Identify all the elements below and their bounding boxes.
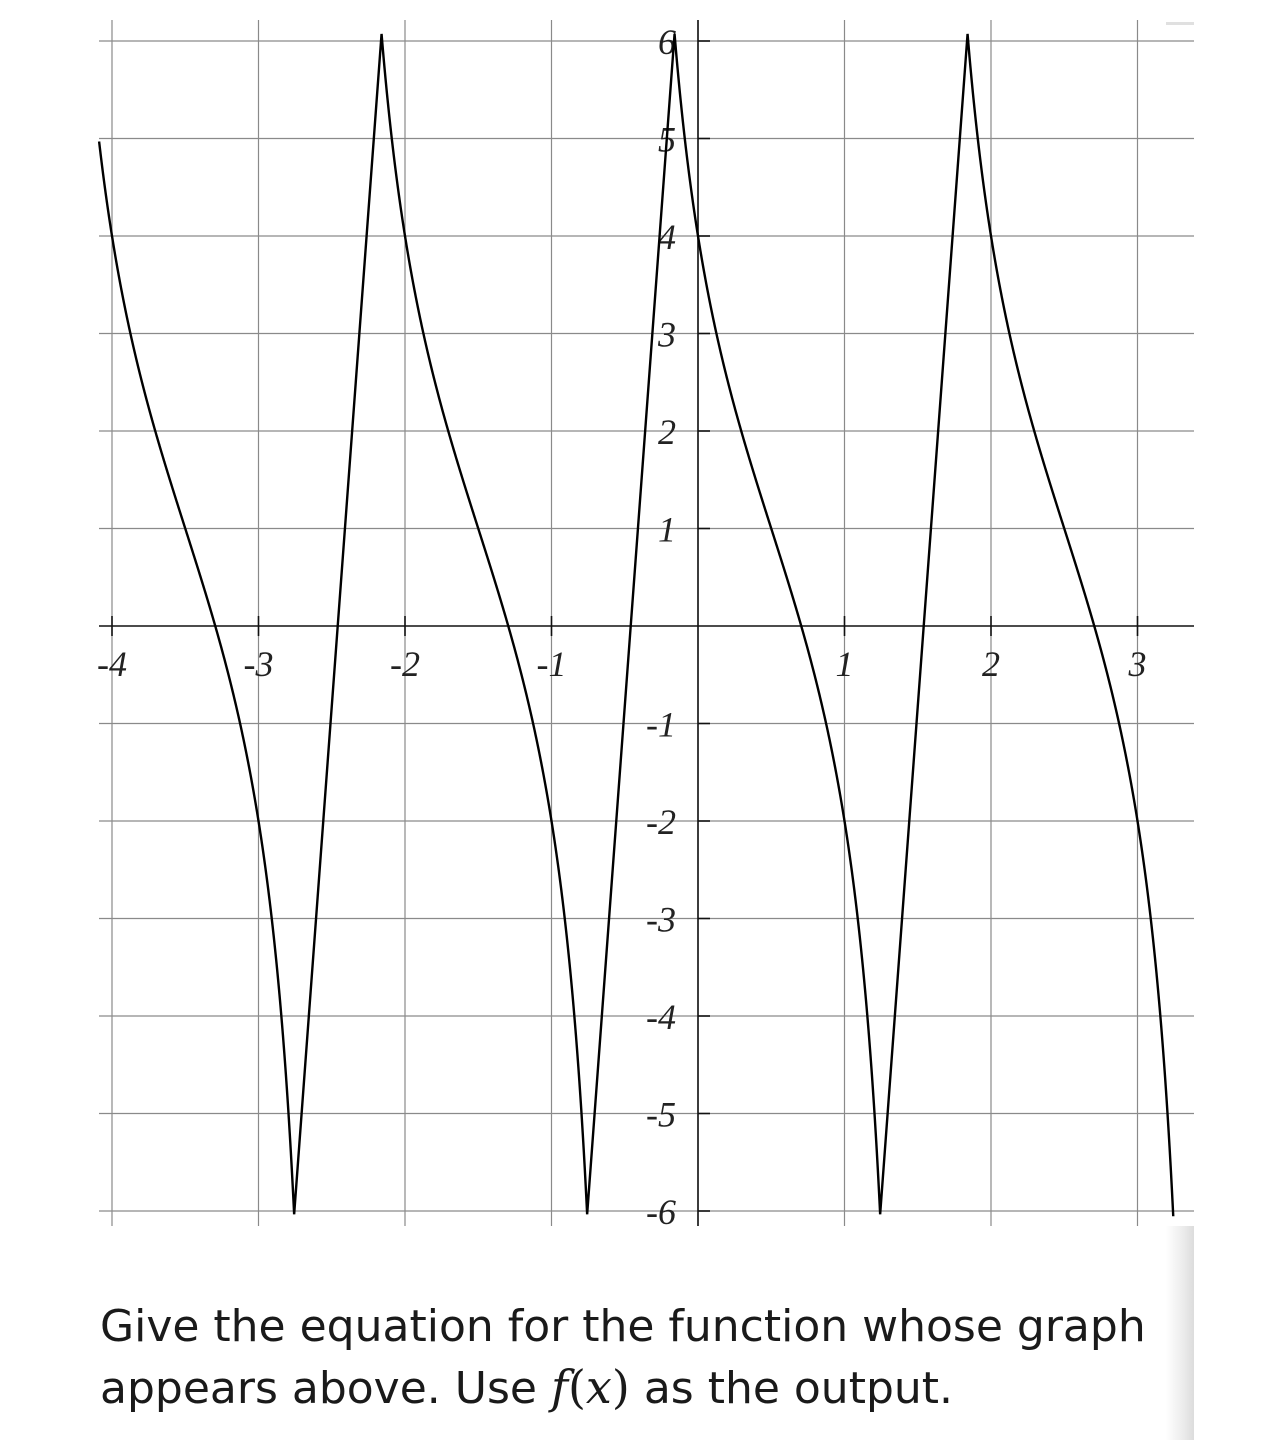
- y-tick-label: 3: [658, 314, 676, 355]
- tick-labels: [97, 22, 1147, 1232]
- question-line-1: Give the equation for the function whose graph: [100, 1301, 1146, 1352]
- y-tick-label: 5: [658, 119, 676, 160]
- x-tick-label: -3: [243, 644, 274, 684]
- scrollbar-top: [1166, 22, 1194, 25]
- y-tick-label: 4: [658, 217, 676, 257]
- curve-branches: [99, 34, 1173, 1216]
- x-tick-label: 2: [982, 644, 1000, 684]
- y-tick-label: -5: [646, 1094, 676, 1135]
- x-tick-label: -2: [390, 644, 420, 684]
- y-tick-label: -6: [646, 1192, 676, 1232]
- y-tick-label: -1: [646, 704, 676, 745]
- y-tick-label: -4: [646, 997, 676, 1037]
- x-tick-label: 1: [835, 644, 854, 684]
- x-tick-label: 3: [1128, 644, 1147, 684]
- curve-branch: [185, 34, 478, 1214]
- curve-branch: [478, 34, 771, 1214]
- axes: [99, 20, 1194, 1226]
- y-tick-label: 1: [658, 509, 676, 550]
- curve-branch: [771, 34, 1064, 1214]
- x-tick-label: -4: [97, 644, 127, 684]
- scrollbar-track[interactable]: [1166, 1226, 1194, 1440]
- question-line-2-prefix: appears above. Use: [100, 1363, 551, 1414]
- function-notation: f(x): [550, 1360, 630, 1414]
- x-tick-label: -1: [536, 644, 567, 684]
- grid-lines: [99, 20, 1194, 1226]
- y-tick-label: 2: [658, 412, 676, 452]
- y-tick-label: 6: [658, 22, 676, 62]
- question-line-2-suffix: as the output.: [629, 1363, 953, 1414]
- y-tick-label: -2: [646, 802, 676, 842]
- question-text: [100, 1296, 1170, 1419]
- y-tick-label: -3: [646, 899, 676, 940]
